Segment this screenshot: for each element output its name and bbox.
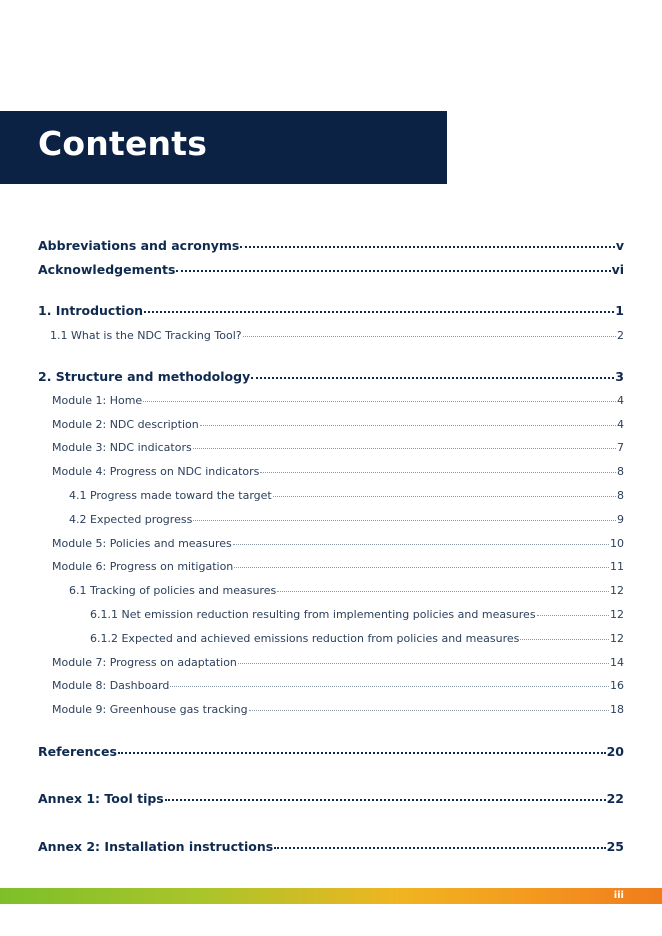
toc-entry-acknowledgements[interactable] xyxy=(38,262,624,277)
toc-entry-label: Annex 1: Tool tips xyxy=(38,791,164,806)
toc-leader xyxy=(233,544,609,545)
toc-entry-label: Module 6: Progress on mitigation xyxy=(52,560,234,573)
toc-entry-page: 12 xyxy=(610,584,624,597)
toc-leader xyxy=(251,377,614,379)
toc-leader xyxy=(249,710,609,711)
toc-entry-page: 10 xyxy=(610,537,624,550)
toc-leader xyxy=(200,425,616,426)
toc-entry-label: References xyxy=(38,744,117,759)
toc-entry-references[interactable] xyxy=(38,744,624,759)
toc-entry-page: vi xyxy=(611,262,624,277)
toc-entry-label: Module 8: Dashboard xyxy=(52,679,170,692)
footer-gradient-bar xyxy=(0,888,662,904)
toc-leader xyxy=(537,615,609,616)
toc-entry-net-emission-reduction[interactable] xyxy=(90,608,624,621)
toc-entry-module-8[interactable] xyxy=(52,679,624,692)
toc-entry-page: 12 xyxy=(610,632,624,645)
toc-entry-page: 2 xyxy=(617,329,624,342)
toc-entry-page: 16 xyxy=(610,679,624,692)
toc-entry-page: 4 xyxy=(617,394,624,407)
toc-leader xyxy=(144,311,614,313)
toc-entry-module-1[interactable] xyxy=(52,394,624,407)
toc-entry-module-4[interactable] xyxy=(52,465,624,478)
toc-entry-label: 4.2 Expected progress xyxy=(69,513,193,526)
toc-entry-page: 25 xyxy=(606,839,624,854)
toc-entry-label: Acknowledgements xyxy=(38,262,176,277)
toc-entry-module-5[interactable] xyxy=(52,537,624,550)
toc-leader xyxy=(165,799,606,801)
toc-entry-label: 2. Structure and methodology xyxy=(38,369,251,384)
toc-entry-label: Abbreviations and acronyms xyxy=(38,238,240,253)
toc-leader xyxy=(240,246,614,248)
toc-entry-page: 12 xyxy=(610,608,624,621)
toc-entry-module-2[interactable] xyxy=(52,418,624,431)
toc-entry-label: Module 3: NDC indicators xyxy=(52,441,192,454)
toc-entry-page: 1 xyxy=(615,303,624,318)
toc-entry-page: v xyxy=(615,238,624,253)
toc-leader xyxy=(193,520,616,521)
toc-entry-annex-2[interactable] xyxy=(38,839,624,854)
toc-leader xyxy=(520,639,609,640)
toc-entry-label: 6.1.2 Expected and achieved emissions reduction from policies and measures xyxy=(90,632,520,645)
toc-entry-module-3[interactable] xyxy=(52,441,624,454)
toc-leader xyxy=(176,270,610,272)
toc-leader xyxy=(234,567,609,568)
toc-entry-label: Module 9: Greenhouse gas tracking xyxy=(52,703,248,716)
footer-page-number: iii xyxy=(613,890,624,901)
page-title: Contents xyxy=(38,124,208,163)
toc-entry-label: 6.1 Tracking of policies and measures xyxy=(69,584,277,597)
toc-entry-label: Module 5: Policies and measures xyxy=(52,537,232,550)
toc-entry-progress-toward-target[interactable] xyxy=(69,489,624,502)
toc-entry-page: 22 xyxy=(606,791,624,806)
toc-entry-module-6[interactable] xyxy=(52,560,624,573)
toc-entry-annex-1[interactable] xyxy=(38,791,624,806)
toc-entry-label: Module 2: NDC description xyxy=(52,418,199,431)
toc-entry-expected-achieved-reduction[interactable] xyxy=(90,632,624,645)
toc-entry-page: 8 xyxy=(617,489,624,502)
toc-leader xyxy=(273,496,616,497)
toc-entry-page: 8 xyxy=(617,465,624,478)
toc-entry-introduction[interactable] xyxy=(38,303,624,318)
toc-leader xyxy=(143,401,616,402)
toc-entry-module-7[interactable] xyxy=(52,656,624,669)
toc-leader xyxy=(118,752,606,754)
toc-entry-page: 7 xyxy=(617,441,624,454)
toc-entry-expected-progress[interactable] xyxy=(69,513,624,526)
toc-leader xyxy=(277,591,609,592)
toc-entry-tracking-policies[interactable] xyxy=(69,584,624,597)
toc-leader xyxy=(243,336,616,337)
toc-entry-page: 3 xyxy=(615,369,624,384)
toc-leader xyxy=(274,847,605,849)
toc-entry-module-9[interactable] xyxy=(52,703,624,716)
toc-leader xyxy=(193,448,616,449)
toc-entry-page: 4 xyxy=(617,418,624,431)
toc-leader xyxy=(170,686,609,687)
toc-entry-label: Annex 2: Installation instructions xyxy=(38,839,274,854)
toc-entry-page: 14 xyxy=(610,656,624,669)
toc-entry-label: 4.1 Progress made toward the target xyxy=(69,489,272,502)
toc-entry-label: Module 7: Progress on adaptation xyxy=(52,656,237,669)
toc-entry-structure-methodology[interactable] xyxy=(38,369,624,384)
toc-leader xyxy=(260,472,616,473)
toc-entry-abbreviations[interactable] xyxy=(38,238,624,253)
toc-entry-page: 9 xyxy=(617,513,624,526)
toc-entry-page: 18 xyxy=(610,703,624,716)
toc-entry-label: 1. Introduction xyxy=(38,303,144,318)
toc-entry-label: 6.1.1 Net emission reduction resulting from implementing policies and measures xyxy=(90,608,536,621)
toc-entry-page: 20 xyxy=(606,744,624,759)
toc-entry-label: 1.1 What is the NDC Tracking Tool? xyxy=(50,329,242,342)
toc-entry-what-is-ndc-tool[interactable] xyxy=(50,329,624,342)
toc-entry-label: Module 4: Progress on NDC indicators xyxy=(52,465,260,478)
toc-leader xyxy=(238,663,609,664)
toc-entry-label: Module 1: Home xyxy=(52,394,143,407)
toc-entry-page: 11 xyxy=(610,560,624,573)
